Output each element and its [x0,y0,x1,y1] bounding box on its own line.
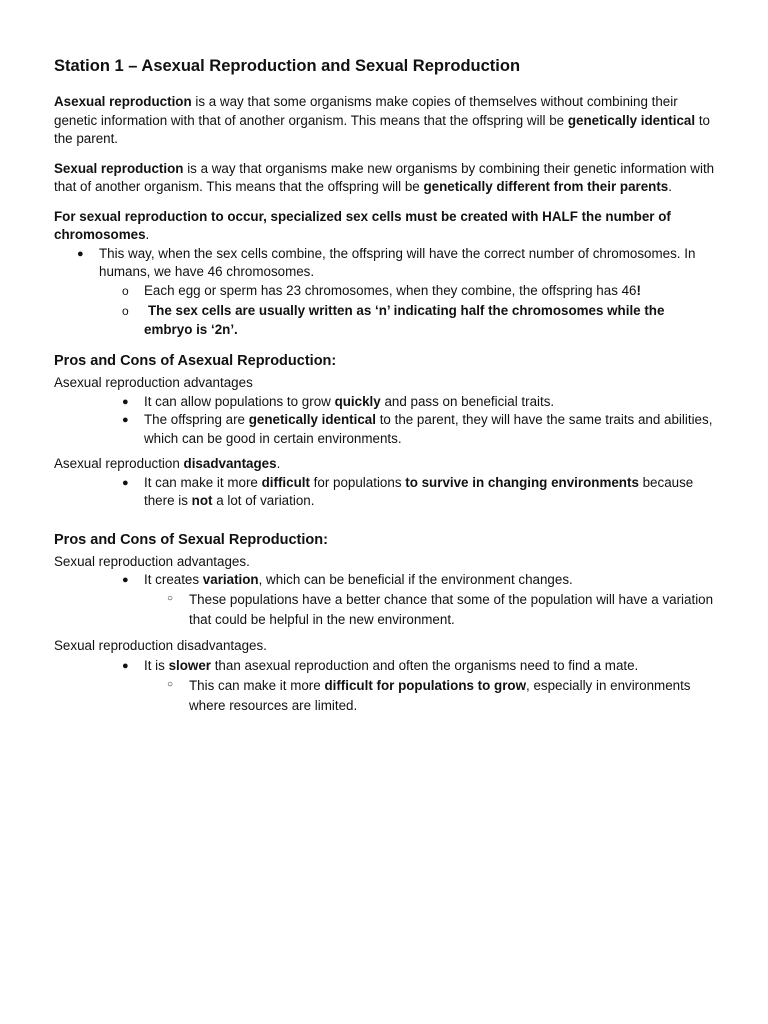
asexual-advantages-label: Asexual reproduction advantages [54,375,253,390]
circle-bullet-icon: ○ [167,592,174,604]
bullet-icon: ● [122,660,129,672]
list-item: ● It is slower than asexual reproduction and often the organisms need to find a mate. [144,657,716,676]
page-title: Station 1 – Asexual Reproduction and Sexual Reproduction [54,57,521,75]
sexual-definition: Sexual reproduction is a way that organisms make new organisms by combining their genetic information with that of another organism. This means that the offspring will be genetically different from their parents. [54,160,715,194]
sexual-pros-cons-heading: Pros and Cons of Sexual Reproduction: [54,531,328,548]
list-item: ● It can make it more difficult for populations to survive in changing environments because there is not a lot of variation. [122,474,694,508]
chromosome-requirement: For sexual reproduction to occur, specialized sex cells must be created with HALF the number of chromosomes. [54,208,671,242]
asexual-pros-cons-heading: Pros and Cons of Asexual Reproduction: [54,353,337,369]
chromosome-list [54,245,716,340]
asexual-definition: Asexual reproduction is a way that some organisms make copies of themselves without combining their genetic information with that of another organism. This means that the offspring will be genetically identical to the parent. [54,94,710,146]
list-item: o The sex cells are usually written as ‘n’ indicating half the chromosomes while the embryo is ‘2n’. [122,303,665,337]
list-item: ● It can allow populations to grow quickly and pass on beneficial traits. [144,393,716,412]
bullet-icon: ● [122,414,129,426]
asexual-disadvantages-list [54,474,716,511]
list-item: ● This way, when the sex cells combine, the offspring will have the correct number of chromosomes. In humans, we have 46 chromosomes. [77,245,696,279]
document-body [54,56,716,716]
asexual-disadvantages-label: Asexual reproduction disadvantages. [54,456,281,471]
list-item: ○ This can make it more difficult for populations to grow, especially in environments where resources are limited. [189,676,716,716]
sexual-disadvantages-label: Sexual reproduction disadvantages. [54,637,267,653]
bullet-icon: ● [122,574,129,586]
sexual-advantages-list [54,571,716,630]
sexual-disadvantages-list [54,657,716,716]
list-item: ○ These populations have a better chance that some of the population will have a variation that could be helpful in the new environment. [189,590,716,630]
o-marker-icon: o [122,304,129,318]
asexual-advantages-list [54,393,716,449]
list-item: ● The offspring are genetically identical to the parent, they will have the same traits and abilities, which can be good in certain environments. [122,412,713,446]
circle-bullet-icon: ○ [167,678,174,690]
list-item: o Each egg or sperm has 23 chromosomes, when they combine, the offspring has 46! [144,282,716,301]
bullet-icon: ● [122,395,129,408]
sexual-advantages-label: Sexual reproduction advantages. [54,553,250,569]
bullet-icon: ● [77,247,84,260]
bullet-icon: ● [122,476,129,489]
list-item: ● It creates variation, which can be beneficial if the environment changes. [144,571,716,590]
o-marker-icon: o [122,283,129,298]
